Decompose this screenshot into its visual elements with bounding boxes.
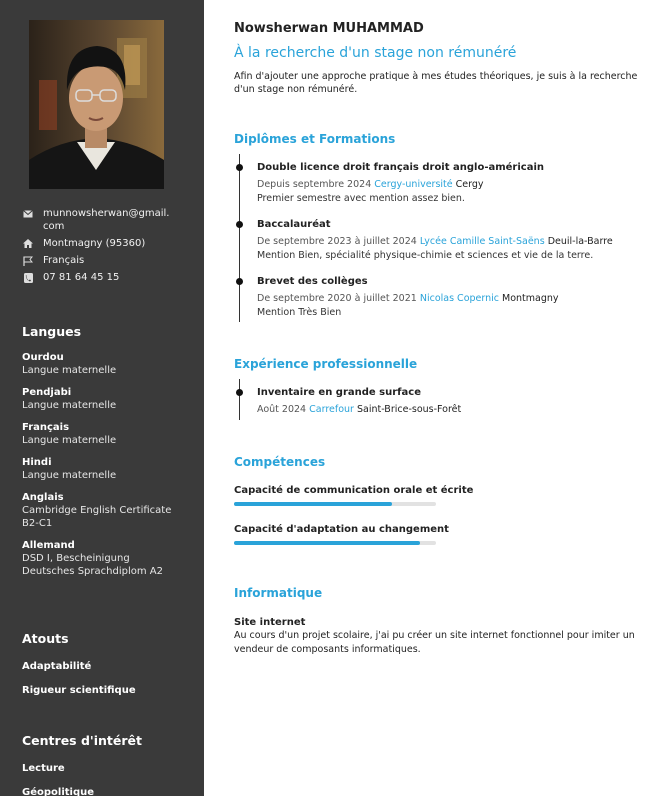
languages-list [22, 351, 197, 587]
experience-org-link[interactable]: Carrefour [309, 404, 354, 415]
contact-email[interactable] [22, 207, 182, 233]
skill-item [234, 523, 449, 545]
education-item [257, 275, 642, 320]
language-level: Langue maternelle [22, 400, 117, 411]
education-heading: Diplômes et Formations [234, 132, 396, 146]
education-org-link[interactable]: Nicolas Copernic [419, 293, 499, 304]
contact-address [22, 237, 182, 250]
experience-place: Saint-Brice-sous-Forêt [356, 404, 462, 415]
experience-date: Août 2024 [257, 404, 307, 415]
timeline-line [239, 154, 240, 322]
contact-list [22, 207, 182, 288]
language-item [22, 386, 197, 412]
skill-bar-fill [234, 541, 420, 545]
education-desc: Mention Bien, spécialité physique-chimie et sciences et vie de la terre. [257, 250, 594, 261]
language-name: Pendjabi [22, 387, 72, 398]
education-timeline [234, 154, 639, 324]
interests-list [22, 762, 197, 796]
education-meta [257, 235, 642, 249]
education-date: De septembre 2023 à juillet 2024 [257, 236, 417, 247]
mail-icon [22, 207, 34, 220]
home-icon [22, 237, 34, 250]
language-item [22, 351, 197, 377]
education-desc: Premier semestre avec mention assez bien. [257, 193, 465, 204]
language-item [22, 491, 197, 530]
experience-meta [257, 403, 642, 417]
timeline-dot [236, 221, 243, 228]
language-level: Langue maternelle [22, 435, 117, 446]
education-meta [257, 178, 642, 192]
skill-bar-track [234, 541, 436, 545]
timeline-dot [236, 278, 243, 285]
skill-name: Capacité d'adaptation au changement [234, 524, 449, 535]
education-title: Double licence droit français droit anglo-américain [257, 162, 545, 173]
computing-desc: Au cours d'un projet scolaire, j'ai pu créer un site internet fonctionnel pour imiter un vendeur de composants informatiques. [234, 630, 635, 655]
phone-icon [22, 271, 34, 284]
summary-text: Afin d'ajouter une approche pratique à mes études théoriques, je suis à la recherche d'un stage non rémunéré. [234, 71, 638, 95]
language-name: Français [22, 422, 70, 433]
candidate-name: Nowsherwan MUHAMMAD [234, 21, 424, 36]
skill-bar-fill [234, 502, 392, 506]
education-place: Deuil-la-Barre [547, 236, 613, 247]
education-item [257, 218, 642, 263]
education-title: Baccalauréat [257, 219, 331, 230]
contact-phone[interactable] [22, 271, 182, 284]
experience-title: Inventaire en grande surface [257, 387, 421, 398]
contact-email-text: munnowsherwan@gmail.com [43, 208, 170, 232]
experience-heading: Expérience professionnelle [234, 357, 418, 371]
language-name: Ourdou [22, 352, 64, 363]
education-place: Cergy [455, 179, 484, 190]
contact-address-text: Montmagny (95360) [43, 238, 146, 249]
skill-item [234, 484, 474, 506]
interest-item: Lecture [22, 763, 65, 774]
education-place: Montmagny [502, 293, 559, 304]
language-level: Langue maternelle [22, 365, 117, 376]
headline: À la recherche d'un stage non rémunéré [234, 45, 517, 61]
skill-bar-track [234, 502, 436, 506]
profile-photo [29, 20, 164, 189]
education-title: Brevet des collèges [257, 276, 368, 287]
education-meta [257, 292, 642, 306]
language-level: Langue maternelle [22, 470, 117, 481]
education-desc: Mention Très Bien [257, 307, 342, 318]
experience-item [257, 386, 642, 417]
education-item [257, 161, 642, 206]
timeline-line [239, 379, 240, 420]
interest-item: Géopolitique [22, 787, 95, 796]
language-item [22, 421, 197, 447]
contact-nationality [22, 254, 182, 267]
language-item [22, 539, 197, 578]
education-org-link[interactable]: Lycée Camille Saint-Saëns [419, 236, 545, 247]
language-level: Cambridge English Certificate B2-C1 [22, 505, 172, 529]
flag-icon [22, 254, 34, 267]
contact-phone-text: 07 81 64 45 15 [43, 272, 120, 283]
contact-nationality-text: Français [43, 255, 85, 266]
computing-heading: Informatique [234, 586, 323, 600]
skill-name: Capacité de communication orale et écrite [234, 485, 474, 496]
language-level: DSD I, Bescheinigung Deutsches Sprachdiplom A2 [22, 553, 163, 577]
sidebar [0, 0, 204, 796]
language-name: Hindi [22, 457, 52, 468]
timeline-dot [236, 164, 243, 171]
education-date: De septembre 2020 à juillet 2021 [257, 293, 417, 304]
skills-heading: Compétences [234, 455, 326, 469]
strengths-list [22, 660, 197, 708]
interests-heading: Centres d'intérêt [22, 733, 142, 748]
experience-timeline [234, 379, 639, 421]
computing-title: Site internet [234, 617, 306, 628]
language-item [22, 456, 197, 482]
strengths-heading: Atouts [22, 631, 69, 646]
language-name: Anglais [22, 492, 64, 503]
language-name: Allemand [22, 540, 75, 551]
education-date: Depuis septembre 2024 [257, 179, 372, 190]
strength-item: Adaptabilité [22, 661, 92, 672]
strength-item: Rigueur scientifique [22, 685, 136, 696]
education-org-link[interactable]: Cergy-université [374, 179, 453, 190]
computing-item [234, 616, 639, 657]
timeline-dot [236, 389, 243, 396]
languages-heading: Langues [22, 324, 82, 339]
